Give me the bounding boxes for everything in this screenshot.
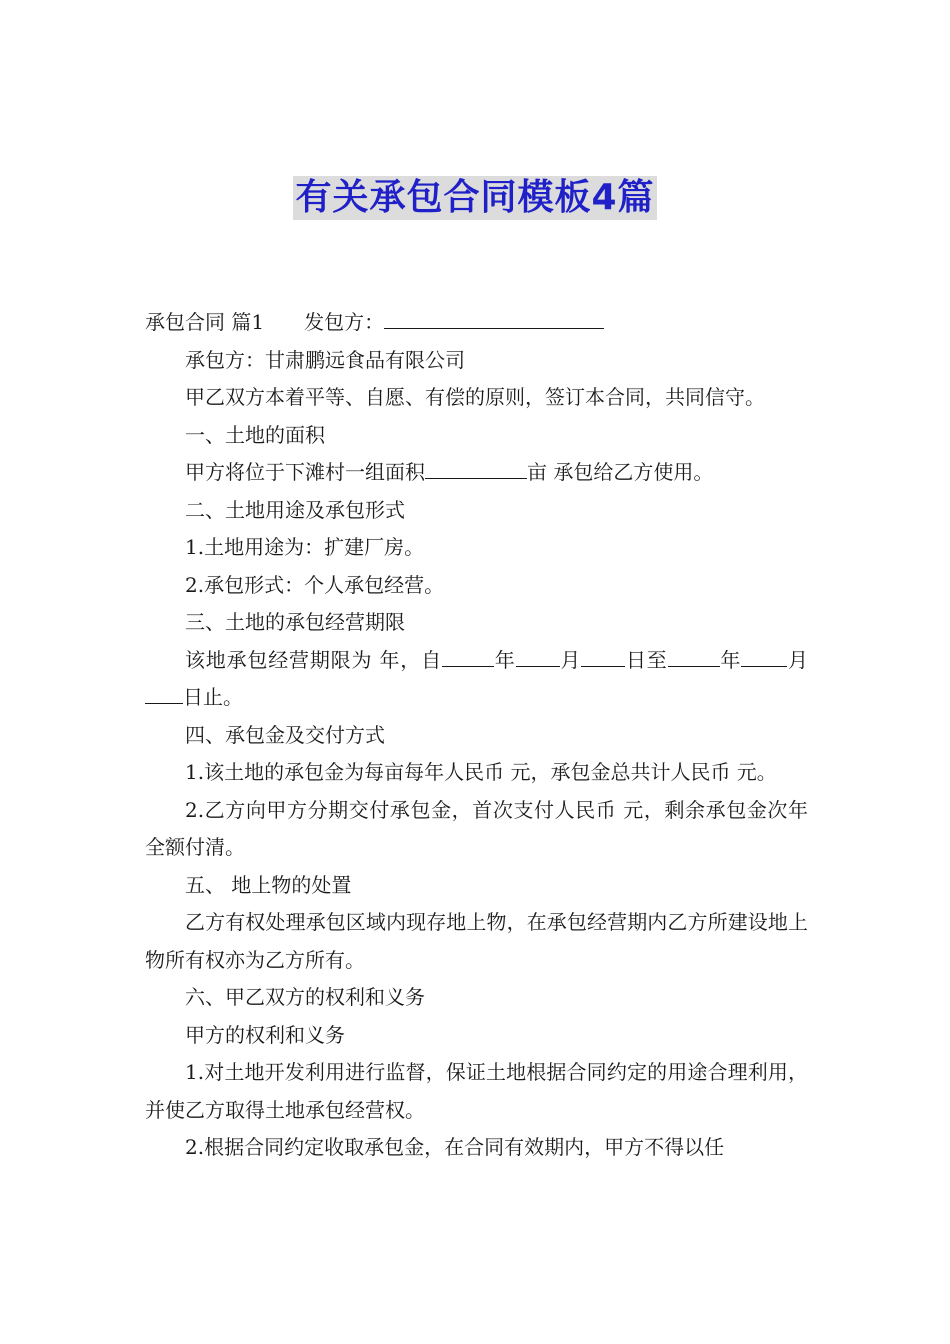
contractor-line: 承包方：甘肃鹏远食品有限公司: [185, 347, 465, 372]
contract-heading-line: [145, 304, 808, 342]
section-heading: 六、甲乙双方的权利和义务: [185, 985, 425, 1009]
title-container: [0, 176, 950, 220]
clause-item: 2.承包形式：个人承包经营。: [185, 572, 445, 597]
section-heading: 一、土地的面积: [185, 422, 325, 447]
document-body: [145, 304, 808, 1167]
sub-heading: 甲方的权利和义务: [185, 1022, 345, 1047]
clause-item: 2.乙方向甲方分期交付承包金，首次支付人民币 元，剩余承包金次年全额付清。: [145, 797, 808, 859]
start-day-blank: [581, 647, 625, 667]
start-month-blank: [516, 647, 560, 667]
issuer-blank: [384, 309, 604, 329]
principle-paragraph: 甲乙双方本着平等、自愿、有偿的原则，签订本合同，共同信守。: [185, 385, 765, 409]
issuer-label: 发包方：: [304, 310, 385, 334]
end-day-blank: [145, 684, 183, 704]
clause-item: 1.该土地的承包金为每亩每年人民币 元，承包金总共计人民币 元。: [185, 760, 777, 784]
end-year-blank: [668, 647, 720, 667]
term-paragraph: 该地承包经营期限为 年，自 年 月 日至 年 月日止。: [145, 642, 808, 717]
section-heading: 五、 地上物的处置: [185, 872, 352, 897]
clause-item: 1.对土地开发利用进行监督，保证土地根据合同约定的用途合理利用，并使乙方取得土地承包经营权。: [145, 1060, 808, 1122]
section-heading: 二、土地用途及承包形式: [185, 497, 405, 522]
document-title: 有关承包合同模板4篇: [295, 177, 655, 218]
section-heading: 三、土地的承包经营期限: [185, 610, 405, 634]
clause-item: 2.根据合同约定收取承包金，在合同有效期内，甲方不得以任: [185, 1135, 725, 1159]
clause-item: 1.土地用途为：扩建厂房。: [185, 535, 425, 559]
start-year-blank: [442, 647, 494, 667]
contract-section-label: 承包合同 篇1: [145, 310, 265, 334]
ground-objects-paragraph: 乙方有权处理承包区域内现存地上物，在承包经营期内乙方所建设地上物所有权亦为乙方所有。: [145, 910, 808, 972]
end-month-blank: [741, 647, 787, 667]
section-heading: 四、承包金及交付方式: [185, 722, 385, 747]
area-line: 甲方将位于下滩村一组面积 亩 承包给乙方使用。: [185, 460, 714, 484]
area-blank: [425, 459, 527, 479]
